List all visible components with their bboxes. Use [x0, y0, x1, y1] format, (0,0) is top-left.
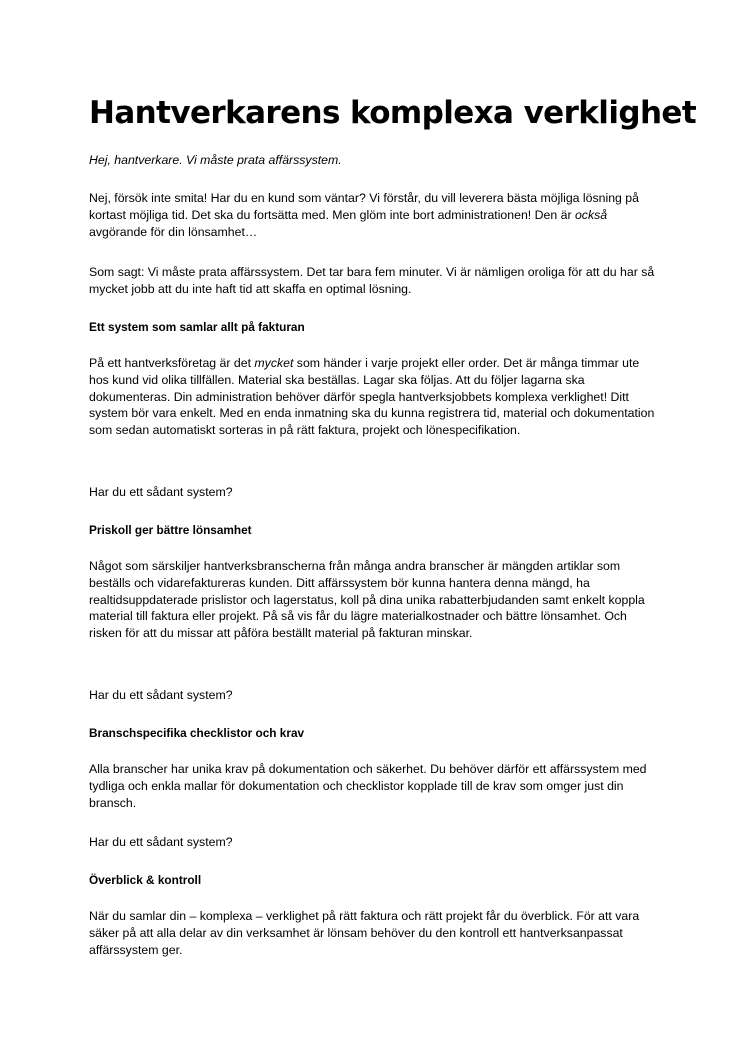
- paragraph-3-emphasis: mycket: [254, 356, 294, 370]
- paragraph-4: Något som särskiljer hantverksbranscherna från många andra branscher är mängden artiklar som beställs och vidarefaktureras kunden. Ditt affärssystem bör kunna hantera denna mängd, ha realtidsuppdaterade prislistor och lagerstatus, koll på dina unika rabatterbjudanden samt enkelt koppla material till faktura eller projekt. På så vis får du lägre materialkostnader och bättre lönsamhet. Och risken för att du missar att påföra beställt material på fakturan minskar.: [89, 559, 645, 641]
- paragraph-1-emphasis: också: [574, 207, 608, 222]
- question-1: Har du ett sådant system?: [89, 485, 233, 499]
- section-heading-4: Överblick & kontroll: [89, 873, 202, 887]
- paragraph-2: Som sagt: Vi måste prata affärssystem. Det tar bara fem minuter. Vi är nämligen oroliga för att du har så mycket jobb att du inte haft tid att skaffa en optimal lösning.: [89, 265, 655, 296]
- paragraph-5: Alla branscher har unika krav på dokumentation och säkerhet. Du behöver därför ett affärssystem med tydliga och enkla mallar för dokumentation och checklistor kopplade till de krav som omger just din bransch.: [89, 762, 647, 810]
- paragraph-3: [89, 355, 657, 439]
- section-heading-3: Branschspecifika checklistor och krav: [89, 726, 305, 740]
- section-heading-2: Priskoll ger bättre lönsamhet: [89, 523, 252, 537]
- document-title: Hantverkarens komplexa verklighet: [89, 95, 697, 131]
- paragraph-3-part-a: På ett hantverksföretag är det: [89, 356, 255, 370]
- paragraph-6: När du samlar din – komplexa – verklighet på rätt faktura och rätt projekt får du överblick. För att vara säker på att alla delar av din verksamhet är lönsam behöver du den kontroll ett hantverksanpassat affärssystem ger.: [89, 909, 640, 957]
- paragraph-3-part-b: som händer i varje projekt eller order. Det är många timmar ute hos kund vid olika tillfällen. Material ska beställas. Lagar ska följas. Att du följer lagarna ska dokumenteras. Din administration behöver därför spegla hantverksjobbets komplexa verklighet! Ditt system bör vara enkelt. Med en enda inmatning ska du kunna registrera tid, material och dokumentation som sedan automatiskt sorteras in på rätt faktura, projekt och lönespecifikation.: [89, 356, 655, 438]
- paragraph-1-part-b: avgörande för din lönsamhet…: [89, 224, 258, 239]
- question-2: Har du ett sådant system?: [89, 688, 233, 702]
- paragraph-1: [89, 190, 657, 240]
- question-3: Har du ett sådant system?: [89, 835, 233, 849]
- intro-line: Hej, hantverkare. Vi måste prata affärssystem.: [89, 153, 342, 167]
- paragraph-1-part-a: Nej, försök inte smita! Har du en kund som väntar? Vi förstår, du vill leverera bästa möjliga lösning på kortast möjliga tid. Det ska du fortsätta med. Men glöm inte bort administrationen! Den är: [89, 191, 639, 222]
- section-heading-1: Ett system som samlar allt på fakturan: [89, 320, 305, 334]
